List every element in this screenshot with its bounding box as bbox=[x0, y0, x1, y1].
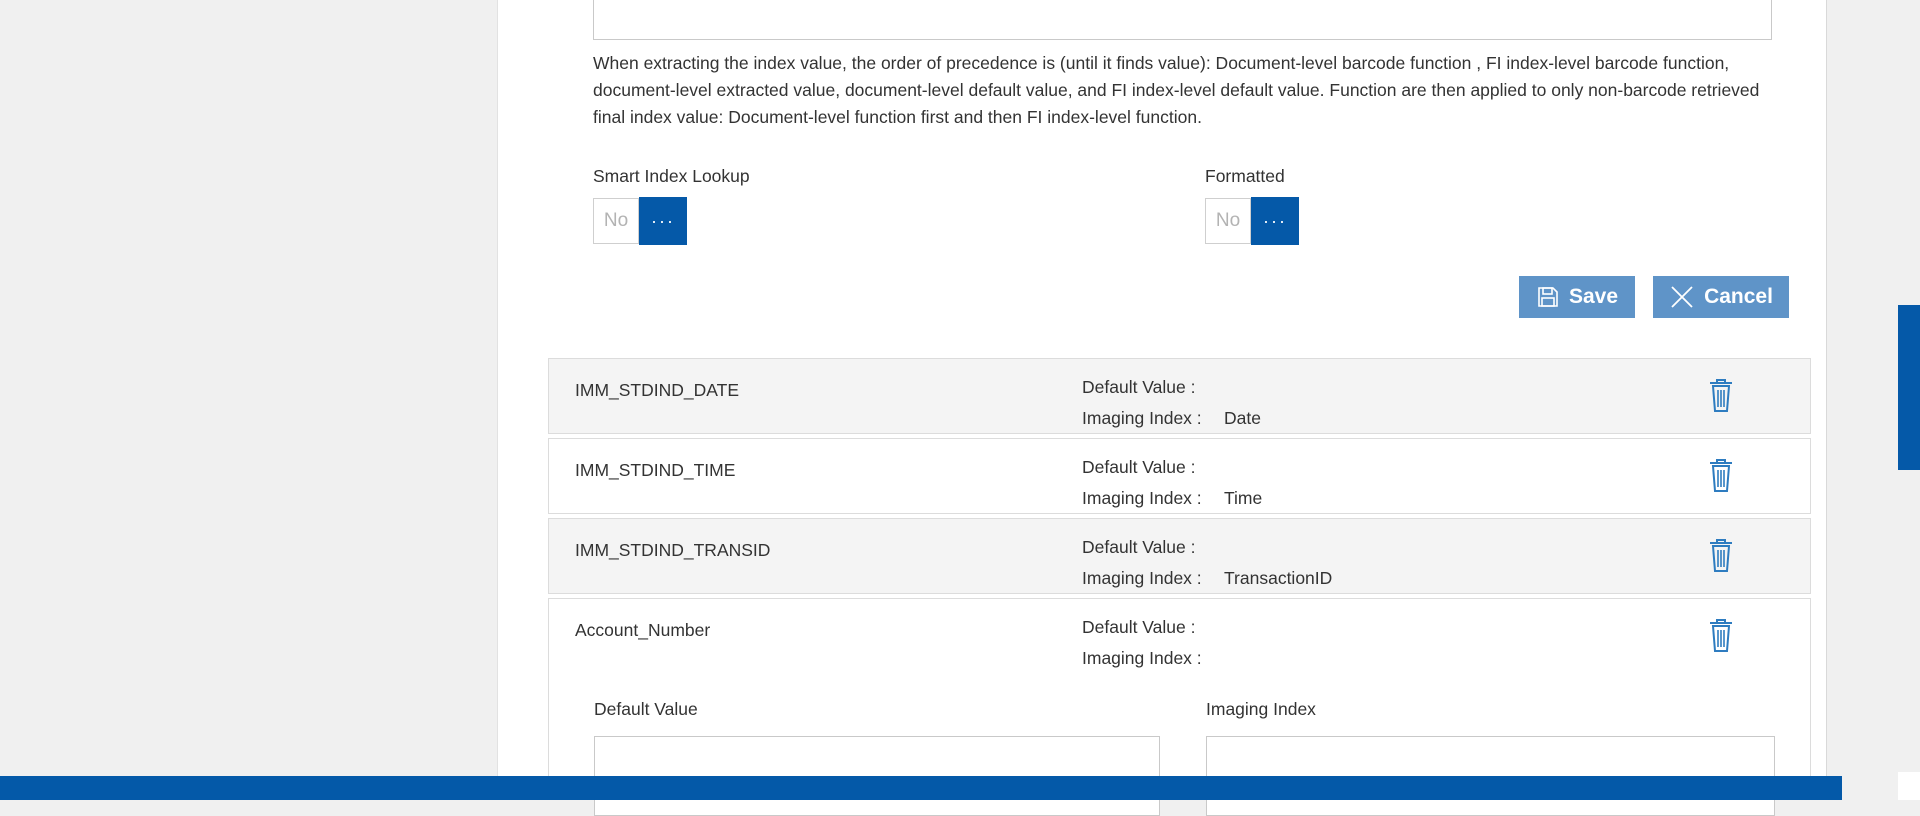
index-row-meta bbox=[1082, 372, 1261, 434]
save-button-label: Save bbox=[1568, 285, 1619, 308]
imaging-index-text: Date bbox=[1224, 408, 1261, 428]
fi-index-detail-panel bbox=[497, 0, 1827, 778]
trash-icon bbox=[1706, 402, 1736, 417]
imaging-index-text: Time bbox=[1224, 488, 1263, 508]
editor-imaging-index-label: Imaging Index bbox=[1206, 699, 1316, 719]
formatted-browse-button[interactable]: ··· bbox=[1251, 197, 1299, 245]
scrollbar-corner bbox=[1898, 772, 1920, 800]
save-floppy-icon bbox=[1536, 285, 1560, 309]
delete-index-button[interactable] bbox=[1704, 455, 1738, 497]
formatted-label: Formatted bbox=[1205, 166, 1285, 186]
index-row-name: IMM_STDIND_TRANSID bbox=[575, 540, 771, 560]
formatted-group bbox=[1205, 198, 1299, 244]
index-row-name: IMM_STDIND_DATE bbox=[575, 380, 739, 400]
cancel-button[interactable] bbox=[1653, 276, 1789, 318]
index-row-imm-stdind-transid[interactable] bbox=[548, 518, 1811, 594]
index-row-meta bbox=[1082, 532, 1332, 594]
index-row-imm-stdind-time[interactable] bbox=[548, 438, 1811, 514]
smart-index-lookup-label: Smart Index Lookup bbox=[593, 166, 750, 186]
index-function-input[interactable] bbox=[593, 0, 1772, 40]
imaging-index-label: Imaging Index : bbox=[1082, 408, 1202, 428]
default-value-label: Default Value : bbox=[1082, 457, 1196, 477]
index-row-meta bbox=[1082, 612, 1224, 674]
save-button[interactable] bbox=[1519, 276, 1635, 318]
trash-icon bbox=[1706, 642, 1736, 657]
cancel-x-icon bbox=[1669, 284, 1695, 310]
trash-icon bbox=[1706, 562, 1736, 577]
index-row-name: IMM_STDIND_TIME bbox=[575, 460, 736, 480]
default-value-label: Default Value : bbox=[1082, 377, 1196, 397]
imaging-index-label: Imaging Index : bbox=[1082, 568, 1202, 588]
smart-index-lookup-group bbox=[593, 198, 687, 244]
index-row-account-number[interactable] bbox=[548, 598, 1811, 800]
precedence-help-text: When extracting the index value, the order of precedence is (until it finds value): Document-level barcode function , FI index-level barcode function, document-level extracted value, document-level default value, and FI index-level default value. Function are then applied to only non-barcode retrieved final index value: Document-level function first and then FI index-level function. bbox=[593, 53, 1760, 127]
default-value-label: Default Value : bbox=[1082, 617, 1196, 637]
bottom-status-bar bbox=[0, 776, 1842, 800]
vertical-scrollbar-thumb[interactable] bbox=[1898, 305, 1920, 470]
smart-index-lookup-value[interactable]: No bbox=[593, 198, 639, 244]
editor-default-value-label: Default Value bbox=[594, 699, 698, 719]
default-value-label: Default Value : bbox=[1082, 537, 1196, 557]
index-row-imm-stdind-date[interactable] bbox=[548, 358, 1811, 434]
smart-index-lookup-browse-button[interactable]: ··· bbox=[639, 197, 687, 245]
cancel-button-label: Cancel bbox=[1704, 285, 1773, 308]
imaging-index-text: TransactionID bbox=[1224, 568, 1333, 588]
delete-index-button[interactable] bbox=[1704, 535, 1738, 577]
imaging-index-label: Imaging Index : bbox=[1082, 488, 1202, 508]
index-row-name: Account_Number bbox=[575, 620, 711, 640]
imaging-index-label: Imaging Index : bbox=[1082, 648, 1202, 668]
trash-icon bbox=[1706, 482, 1736, 497]
delete-index-button[interactable] bbox=[1704, 615, 1738, 657]
formatted-value[interactable]: No bbox=[1205, 198, 1251, 244]
index-row-meta bbox=[1082, 452, 1262, 514]
delete-index-button[interactable] bbox=[1704, 375, 1738, 417]
